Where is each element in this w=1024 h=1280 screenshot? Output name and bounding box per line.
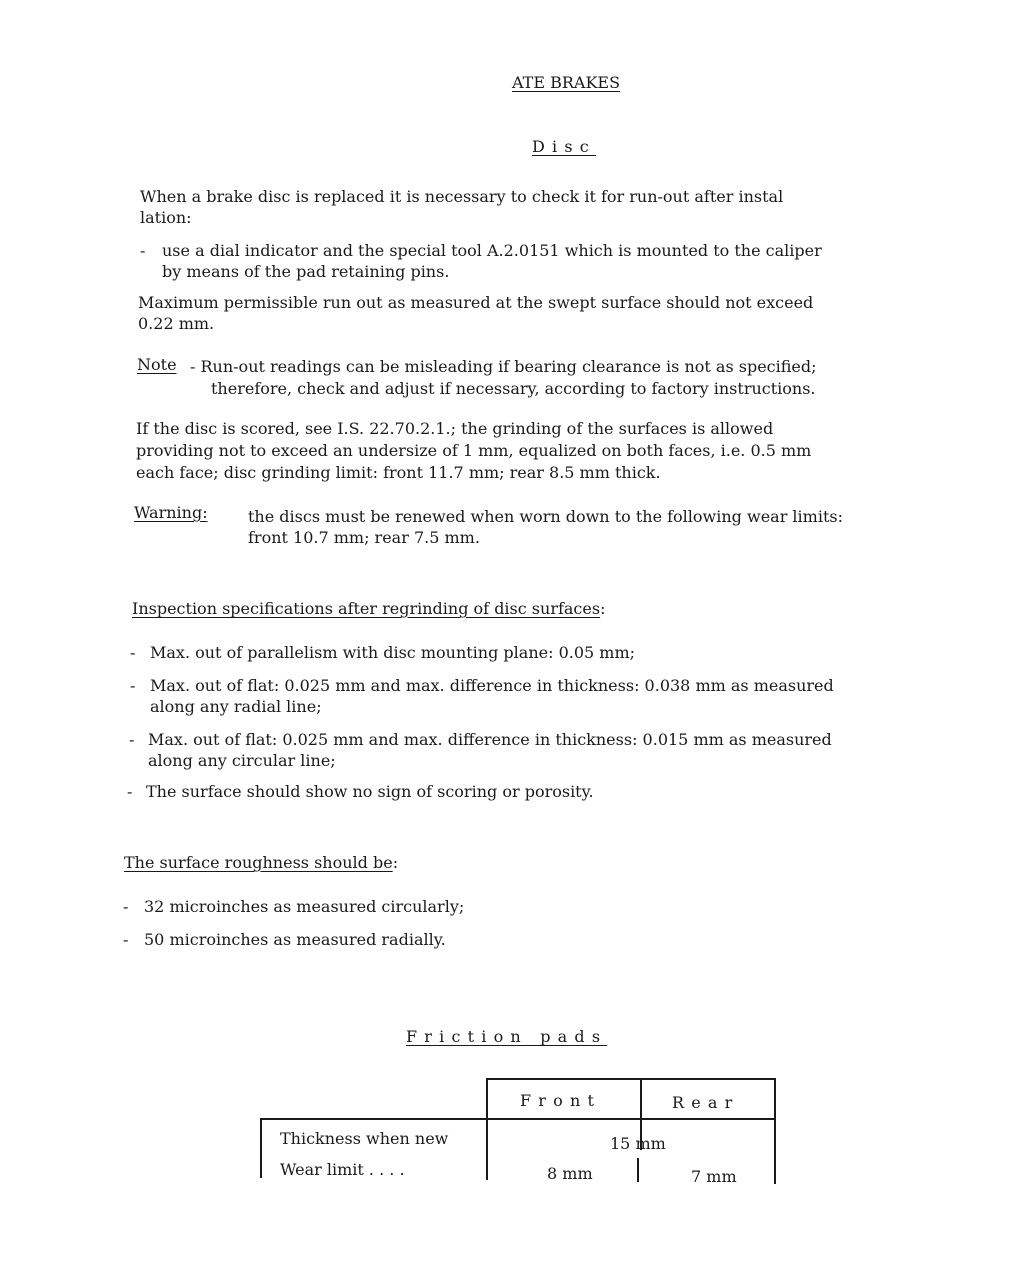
max-runout-line-2: 0.22 mm. bbox=[138, 314, 215, 333]
document-title: ATE BRAKES bbox=[512, 73, 621, 92]
roughness-item-2: 50 microinches as measured radially. bbox=[144, 930, 446, 949]
inspection-heading bbox=[132, 598, 605, 619]
dial-dash: - bbox=[140, 241, 146, 260]
inspection-dash-3: - bbox=[129, 730, 135, 749]
inspection-item-2-line-2: along any radial line; bbox=[150, 697, 322, 716]
inspection-item-1-line-1: Max. out of parallelism with disc mounting plane: 0.05 mm; bbox=[150, 643, 636, 662]
friction-pads-heading: Friction pads bbox=[406, 1027, 608, 1046]
section-title-disc: Disc bbox=[532, 137, 596, 156]
warning-label: Warning: bbox=[134, 503, 208, 522]
table-row-1-label: Thickness when new bbox=[280, 1129, 449, 1148]
inspection-item-2-line-1: Max. out of flat: 0.025 mm and max. difference in thickness: 0.038 mm as measured bbox=[150, 676, 834, 695]
max-runout-line-1: Maximum permissible run out as measured at the swept surface should not exceed bbox=[138, 293, 814, 312]
inspection-item-4-line-1: The surface should show no sign of scoring or porosity. bbox=[146, 782, 594, 801]
table-top-line bbox=[487, 1078, 776, 1080]
table-row-1-front: 15 mm bbox=[610, 1134, 666, 1153]
table-row-2-label: Wear limit . . . . bbox=[280, 1160, 405, 1179]
roughness-heading-text: The surface roughness should be bbox=[124, 853, 393, 872]
roughness-heading bbox=[124, 852, 398, 873]
warning-line-1: the discs must be renewed when worn down to the following wear limits: bbox=[248, 507, 843, 526]
note-line-2: therefore, check and adjust if necessary, according to factory instructions. bbox=[211, 379, 816, 398]
roughness-heading-colon: : bbox=[392, 853, 399, 872]
intro-line-1: When a brake disc is replaced it is necessary to check it for run-out after instal bbox=[140, 187, 784, 206]
warning-line-2: front 10.7 mm; rear 7.5 mm. bbox=[248, 528, 480, 547]
scored-line-2: providing not to exceed an undersize of 1 mm, equalized on both faces, i.e. 0.5 mm bbox=[136, 441, 812, 460]
inspection-heading-colon: : bbox=[600, 599, 606, 618]
table-row-2-rear: 7 mm bbox=[691, 1167, 737, 1186]
table-row-2-front: 8 mm bbox=[547, 1164, 593, 1183]
inspection-heading-text: Inspection specifications after regrinding of disc surfaces bbox=[132, 599, 601, 618]
inspection-dash-1: - bbox=[130, 643, 136, 662]
dial-line-2: by means of the pad retaining pins. bbox=[162, 262, 450, 281]
dial-line-1: use a dial indicator and the special tool A.2.0151 which is mounted to the caliper bbox=[162, 241, 822, 260]
intro-line-2: lation: bbox=[140, 208, 192, 227]
roughness-dash-2: - bbox=[123, 930, 129, 949]
table-right-border bbox=[774, 1078, 776, 1184]
scored-line-1: If the disc is scored, see I.S. 22.70.2.1.; the grinding of the surfaces is allowed bbox=[136, 419, 774, 438]
table-col-divider-bottom bbox=[637, 1158, 639, 1182]
table-label-divider bbox=[486, 1078, 488, 1180]
inspection-item-3-line-1: Max. out of flat: 0.025 mm and max. difference in thickness: 0.015 mm as measured bbox=[148, 730, 832, 749]
inspection-item-3-line-2: along any circular line; bbox=[148, 751, 336, 770]
inspection-dash-4: - bbox=[127, 782, 133, 801]
roughness-dash-1: - bbox=[123, 897, 129, 916]
inspection-dash-2: - bbox=[130, 676, 136, 695]
table-left-border bbox=[260, 1118, 262, 1178]
note-label: Note bbox=[137, 355, 177, 374]
roughness-item-1: 32 microinches as measured circularly; bbox=[144, 897, 465, 916]
table-header-rear: Rear bbox=[672, 1093, 740, 1112]
table-header-front: Front bbox=[520, 1091, 602, 1110]
note-line-1: - Run-out readings can be misleading if bearing clearance is not as specified; bbox=[190, 357, 817, 376]
table-header-bottom-line bbox=[261, 1118, 776, 1120]
scored-line-3: each face; disc grinding limit: front 11.7 mm; rear 8.5 mm thick. bbox=[136, 463, 661, 482]
